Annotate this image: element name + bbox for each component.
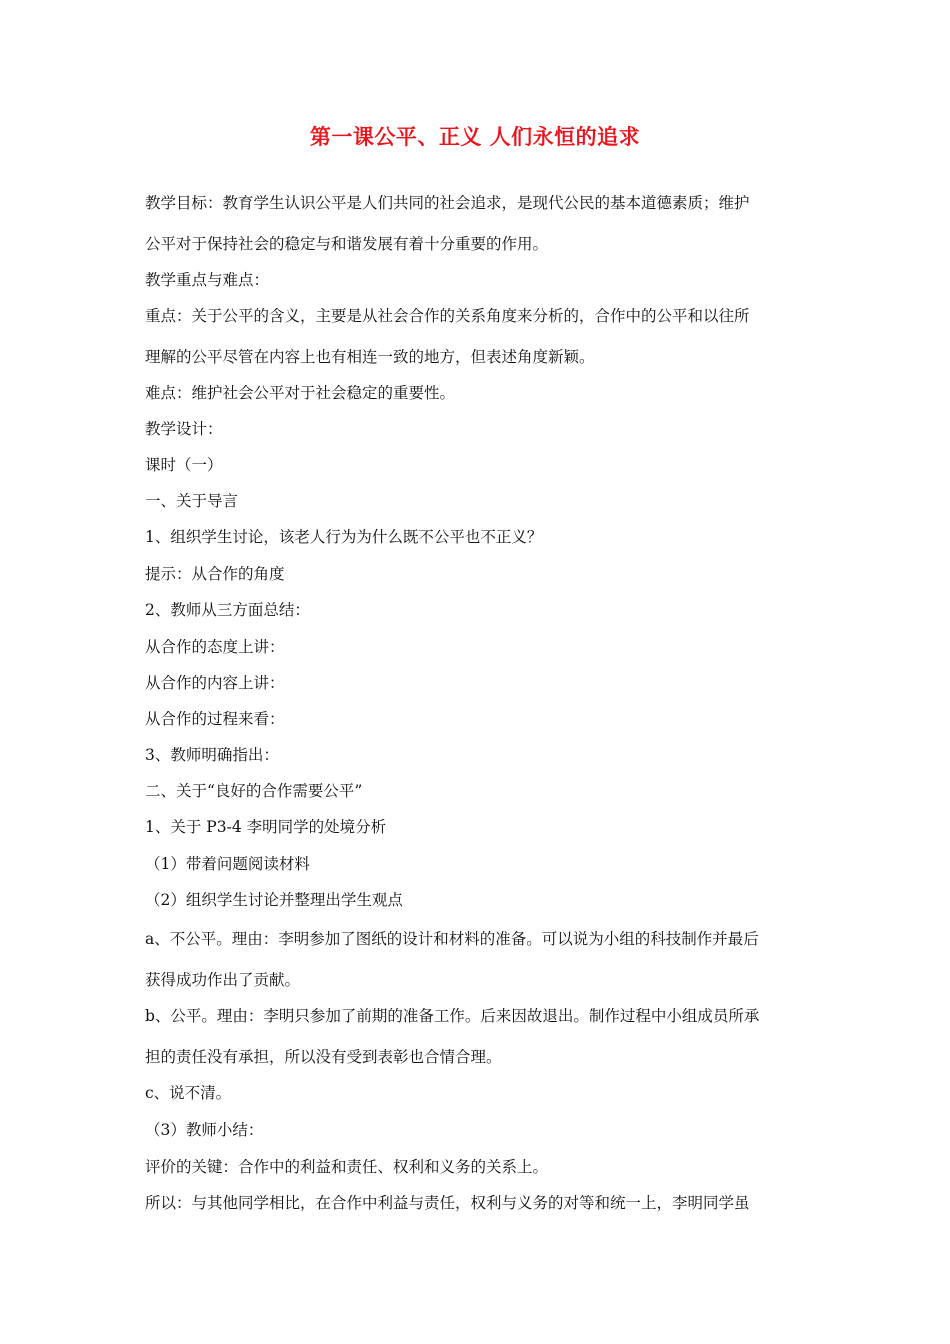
list-item: （3）教师小结：: [145, 1121, 264, 1139]
section-2-heading: 二、关于“良好的合作需要公平”: [145, 782, 363, 800]
list-item: 提示：从合作的角度: [145, 565, 285, 583]
list-item: 1、关于 P3-4 李明同学的处境分析: [145, 818, 387, 836]
list-item: 所以：与其他同学相比，在合作中利益与责任，权利与义务的对等和统一上，李明同学虽: [145, 1194, 750, 1212]
key-point-line-2: 理解的公平尽管在内容上也有相连一致的地方，但表述角度新颖。: [145, 348, 595, 366]
list-item: 从合作的态度上讲：: [145, 638, 285, 656]
objective-line-2: 公平对于保持社会的稳定与和谐发展有着十分重要的作用。: [145, 235, 549, 253]
list-item: （2）组织学生讨论并整理出学生观点: [145, 891, 403, 909]
design-heading: 教学设计：: [145, 420, 223, 438]
list-item: 1、组织学生讨论，该老人行为为什么既不公平也不正义？: [145, 528, 543, 546]
lesson-heading: 课时（一）: [145, 456, 223, 474]
key-point-line-1: 重点：关于公平的含义，主要是从社会合作的关系角度来分析的，合作中的公平和以往所: [145, 307, 750, 325]
list-item: 3、教师明确指出：: [145, 746, 279, 764]
list-item: 担的责任没有承担，所以没有受到表彰也合情合理。: [145, 1048, 502, 1066]
list-item: 获得成功作出了贡献。: [145, 971, 301, 989]
difficulty-line: 难点：维护社会公平对于社会稳定的重要性。: [145, 384, 456, 402]
list-item: c、说不清。: [145, 1084, 232, 1102]
list-item: 评价的关键：合作中的利益和责任、权利和义务的关系上。: [145, 1158, 549, 1176]
objective-line-1: 教学目标：教育学生认识公平是人们共同的社会追求，是现代公民的基本道德素质；维护: [145, 194, 750, 212]
list-item: 从合作的过程来看：: [145, 710, 285, 728]
key-points-heading: 教学重点与难点：: [145, 271, 270, 289]
list-item: b、公平。理由：李明只参加了前期的准备工作。后来因故退出。制作过程中小组成员所承: [145, 1007, 760, 1025]
list-item: 2、教师从三方面总结：: [145, 601, 310, 619]
list-item: （1）带着问题阅读材料: [145, 855, 310, 873]
list-item: a、不公平。理由：李明参加了图纸的设计和材料的准备。可以说为小组的科技制作并最后: [145, 930, 759, 948]
list-item: 从合作的内容上讲：: [145, 674, 285, 692]
document-title: 第一课公平、正义 人们永恒的追求: [309, 124, 641, 149]
section-1-heading: 一、关于导言: [145, 492, 239, 510]
